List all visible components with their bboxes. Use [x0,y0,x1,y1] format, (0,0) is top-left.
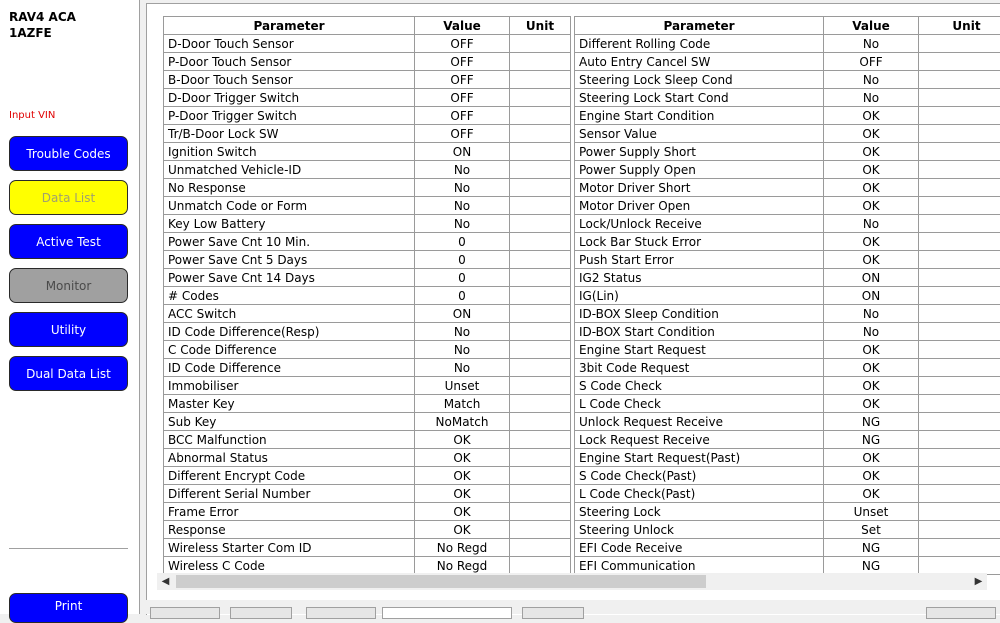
value-cell: NG [824,539,919,557]
table-row[interactable] [164,377,571,395]
table-row[interactable] [575,35,1000,53]
parameter-cell: Different Serial Number [164,485,415,503]
parameter-cell: Engine Start Request(Past) [575,449,824,467]
unit-cell [510,179,571,197]
data-list-panel [146,3,1000,615]
parameter-cell: Power Supply Short [575,143,824,161]
parameter-cell: Steering Unlock [575,521,824,539]
parameter-cell: No Response [164,179,415,197]
value-cell: OFF [415,35,510,53]
table-row[interactable] [164,197,571,215]
value-cell: Unset [824,503,919,521]
value-cell: Match [415,395,510,413]
value-cell: NG [824,413,919,431]
value-cell: No [415,359,510,377]
value-cell: No [415,197,510,215]
parameter-cell: Motor Driver Open [575,197,824,215]
table-row[interactable] [575,305,1000,323]
parameter-cell: Response [164,521,415,539]
parameter-cell: Push Start Error [575,251,824,269]
table-row[interactable] [575,413,1000,431]
table-row[interactable] [164,431,571,449]
value-cell: No [824,89,919,107]
value-cell: No [824,71,919,89]
table-row[interactable] [164,341,571,359]
unit-cell [510,305,571,323]
table-row[interactable] [575,143,1000,161]
parameter-cell: Power Save Cnt 14 Days [164,269,415,287]
parameter-cell: Sensor Value [575,125,824,143]
sidebar-divider [9,548,128,549]
parameter-cell: Master Key [164,395,415,413]
value-cell: 0 [415,287,510,305]
table-row[interactable] [575,521,1000,539]
unit-cell [510,71,571,89]
parameter-cell: Auto Entry Cancel SW [575,53,824,71]
parameter-cell: Different Encrypt Code [164,467,415,485]
unit-cell [510,287,571,305]
parameter-cell: P-Door Trigger Switch [164,107,415,125]
parameter-cell: Power Save Cnt 10 Min. [164,233,415,251]
table-row[interactable] [575,557,1000,575]
unit-cell [919,287,1000,305]
value-cell: OFF [415,89,510,107]
unit-cell [510,161,571,179]
column-header-parameter[interactable]: Parameter [575,17,824,35]
scroll-left-icon[interactable]: ◀ [157,573,174,590]
table-row[interactable] [575,251,1000,269]
table-row[interactable] [164,359,571,377]
table-row[interactable] [575,161,1000,179]
value-cell: OFF [415,71,510,89]
value-cell: OK [824,251,919,269]
vehicle-model: RAV4 ACA [9,10,76,24]
parameter-cell: P-Door Touch Sensor [164,53,415,71]
value-cell: No [415,179,510,197]
table-row[interactable] [164,287,571,305]
unit-cell [510,449,571,467]
value-cell: OK [415,449,510,467]
table-row[interactable] [164,539,571,557]
unit-cell [919,143,1000,161]
unit-cell [510,215,571,233]
unit-cell [919,521,1000,539]
unit-cell [919,53,1000,71]
parameter-cell: Power Supply Open [575,161,824,179]
value-cell: OK [824,395,919,413]
parameter-cell: Unmatched Vehicle-ID [164,161,415,179]
table-row[interactable] [575,485,1000,503]
active-test-button[interactable]: Active Test [9,224,128,259]
toolbar-button[interactable] [926,607,996,619]
parameter-cell: ID Code Difference [164,359,415,377]
value-cell: No [824,305,919,323]
unit-cell [919,485,1000,503]
parameter-cell: Lock Request Receive [575,431,824,449]
data-grid [163,16,1000,577]
table-row[interactable] [164,449,571,467]
parameter-cell: Motor Driver Short [575,179,824,197]
parameter-cell: D-Door Touch Sensor [164,35,415,53]
unit-cell [919,305,1000,323]
column-header-value[interactable]: Value [415,17,510,35]
value-cell: No Regd [415,539,510,557]
parameter-cell: Unlock Request Receive [575,413,824,431]
parameter-cell: Wireless Starter Com ID [164,539,415,557]
parameter-cell: IG2 Status [575,269,824,287]
value-cell: 0 [415,269,510,287]
value-cell: 0 [415,233,510,251]
value-cell: No Regd [415,557,510,575]
parameter-cell: Steering Lock Sleep Cond [575,71,824,89]
value-cell: NG [824,557,919,575]
table-row[interactable] [575,197,1000,215]
unit-cell [510,89,571,107]
table-row[interactable] [575,71,1000,89]
column-header-unit[interactable]: Unit [919,17,1000,35]
table-row[interactable] [575,539,1000,557]
parameter-cell: Power Save Cnt 5 Days [164,251,415,269]
value-cell: Unset [415,377,510,395]
table-row[interactable] [164,269,571,287]
parameter-cell: EFI Code Receive [575,539,824,557]
value-cell: OK [824,233,919,251]
value-cell: OK [824,179,919,197]
input-vin-link[interactable]: Input VIN [9,110,55,121]
parameter-cell: Steering Lock [575,503,824,521]
table-row[interactable] [164,251,571,269]
unit-cell [510,485,571,503]
value-cell: OK [824,359,919,377]
table-row[interactable] [164,395,571,413]
parameter-cell: Tr/B-Door Lock SW [164,125,415,143]
parameter-cell: Unmatch Code or Form [164,197,415,215]
unit-cell [919,107,1000,125]
unit-cell [510,557,571,575]
unit-cell [919,215,1000,233]
table-row[interactable] [164,53,571,71]
table-row[interactable] [575,287,1000,305]
unit-cell [510,341,571,359]
horizontal-scrollbar[interactable] [157,573,987,590]
table-row[interactable] [575,269,1000,287]
unit-cell [510,107,571,125]
value-cell: No [415,323,510,341]
value-cell: OFF [415,107,510,125]
table-row[interactable] [164,323,571,341]
table-row[interactable] [575,467,1000,485]
value-cell: No [824,323,919,341]
table-row[interactable] [575,503,1000,521]
unit-cell [510,521,571,539]
data-table-right [574,16,1000,575]
bottom-toolbar [146,600,1000,614]
unit-cell [510,467,571,485]
table-row[interactable] [164,143,571,161]
table-row[interactable] [164,71,571,89]
value-cell: No [415,341,510,359]
table-row[interactable] [164,467,571,485]
value-cell: OK [824,449,919,467]
parameter-cell: B-Door Touch Sensor [164,71,415,89]
value-cell: No [415,161,510,179]
data-list-button[interactable]: Data List [9,180,128,215]
unit-cell [510,395,571,413]
unit-cell [919,125,1000,143]
table-row[interactable] [164,413,571,431]
unit-cell [510,323,571,341]
unit-cell [510,251,571,269]
value-cell: ON [824,287,919,305]
table-row[interactable] [164,35,571,53]
parameter-cell: S Code Check(Past) [575,467,824,485]
value-cell: Set [824,521,919,539]
value-cell: OK [415,485,510,503]
parameter-cell: Frame Error [164,503,415,521]
parameter-cell: Engine Start Condition [575,107,824,125]
toolbar-button[interactable] [522,607,584,619]
value-cell: OK [415,521,510,539]
value-cell: OK [415,503,510,521]
value-cell: OK [824,125,919,143]
value-cell: No [824,215,919,233]
value-cell: ON [824,269,919,287]
value-cell: OK [824,341,919,359]
value-cell: OK [415,467,510,485]
unit-cell [510,503,571,521]
table-row[interactable] [164,485,571,503]
toolbar-spinner[interactable] [230,607,292,619]
unit-cell [919,557,1000,575]
unit-cell [919,449,1000,467]
trouble-codes-button[interactable]: Trouble Codes [9,136,128,171]
parameter-cell: L Code Check(Past) [575,485,824,503]
unit-cell [919,251,1000,269]
value-cell: OK [415,431,510,449]
table-row[interactable] [164,557,571,575]
unit-cell [919,233,1000,251]
value-cell: ON [415,305,510,323]
value-cell: No [824,35,919,53]
parameter-cell: S Code Check [575,377,824,395]
table-row[interactable] [164,215,571,233]
utility-button[interactable]: Utility [9,312,128,347]
table-row[interactable] [575,107,1000,125]
parameter-cell: Lock/Unlock Receive [575,215,824,233]
unit-cell [919,161,1000,179]
unit-cell [510,413,571,431]
unit-cell [919,395,1000,413]
header-row [575,17,1000,35]
unit-cell [919,413,1000,431]
table-row[interactable] [575,215,1000,233]
dual-data-list-button[interactable]: Dual Data List [9,356,128,391]
unit-cell [919,35,1000,53]
value-cell: OK [824,485,919,503]
parameter-cell: Sub Key [164,413,415,431]
value-cell: OK [824,467,919,485]
parameter-cell: Wireless C Code [164,557,415,575]
value-cell: OK [824,377,919,395]
parameter-cell: Immobiliser [164,377,415,395]
table-row[interactable] [575,395,1000,413]
table-row[interactable] [575,359,1000,377]
unit-cell [510,143,571,161]
table-row[interactable] [164,161,571,179]
parameter-cell: Lock Bar Stuck Error [575,233,824,251]
value-cell: NG [824,431,919,449]
unit-cell [919,269,1000,287]
parameter-cell: Engine Start Request [575,341,824,359]
value-cell: OK [824,107,919,125]
unit-cell [919,179,1000,197]
parameter-cell: ID-BOX Sleep Condition [575,305,824,323]
value-cell: OFF [824,53,919,71]
table-row[interactable] [164,89,571,107]
value-cell: OK [824,143,919,161]
parameter-cell: ACC Switch [164,305,415,323]
table-row[interactable] [164,521,571,539]
value-cell: 0 [415,251,510,269]
parameter-cell: Different Rolling Code [575,35,824,53]
parameter-cell: Ignition Switch [164,143,415,161]
value-cell: OK [824,197,919,215]
data-table-left [163,16,571,575]
scrollbar-thumb[interactable] [176,575,706,588]
parameter-cell: L Code Check [575,395,824,413]
unit-cell [510,377,571,395]
unit-cell [510,125,571,143]
unit-cell [510,53,571,71]
unit-cell [919,197,1000,215]
table-row[interactable] [164,179,571,197]
unit-cell [510,35,571,53]
table-row[interactable] [164,503,571,521]
unit-cell [510,539,571,557]
parameter-cell: C Code Difference [164,341,415,359]
unit-cell [510,233,571,251]
table-row[interactable] [575,323,1000,341]
parameter-cell: ID-BOX Start Condition [575,323,824,341]
vehicle-engine: 1AZFE [9,26,52,40]
table-row[interactable] [575,377,1000,395]
parameter-cell: 3bit Code Request [575,359,824,377]
table-row[interactable] [164,233,571,251]
table-row[interactable] [575,179,1000,197]
table-row[interactable] [575,449,1000,467]
table-row[interactable] [164,107,571,125]
print-button[interactable]: Print [9,593,128,623]
unit-cell [510,359,571,377]
toolbar-button[interactable] [306,607,376,619]
parameter-cell: ID Code Difference(Resp) [164,323,415,341]
value-cell: NoMatch [415,413,510,431]
parameter-cell: BCC Malfunction [164,431,415,449]
unit-cell [510,197,571,215]
unit-cell [919,341,1000,359]
unit-cell [919,467,1000,485]
table-row[interactable] [164,125,571,143]
value-cell: ON [415,143,510,161]
unit-cell [510,431,571,449]
table-row[interactable] [575,431,1000,449]
value-cell: OFF [415,125,510,143]
parameter-cell: EFI Communication [575,557,824,575]
unit-cell [919,431,1000,449]
scroll-right-icon[interactable]: ▶ [970,573,987,590]
table-row[interactable] [575,341,1000,359]
column-header-value[interactable]: Value [824,17,919,35]
parameter-cell: Key Low Battery [164,215,415,233]
parameter-cell: Steering Lock Start Cond [575,89,824,107]
toolbar-dropdown[interactable] [382,607,512,619]
value-cell: OFF [415,53,510,71]
header-row [164,17,571,35]
sidebar [0,0,140,614]
unit-cell [919,89,1000,107]
unit-cell [919,539,1000,557]
unit-cell [919,359,1000,377]
unit-cell [919,323,1000,341]
toolbar-button[interactable] [150,607,220,619]
column-header-unit[interactable]: Unit [510,17,571,35]
value-cell: No [415,215,510,233]
table-row[interactable] [575,89,1000,107]
parameter-cell: # Codes [164,287,415,305]
table-row[interactable] [164,305,571,323]
column-header-parameter[interactable]: Parameter [164,17,415,35]
table-row[interactable] [575,125,1000,143]
monitor-button: Monitor [9,268,128,303]
parameter-cell: D-Door Trigger Switch [164,89,415,107]
unit-cell [919,71,1000,89]
unit-cell [510,269,571,287]
parameter-cell: IG(Lin) [575,287,824,305]
value-cell: OK [824,161,919,179]
table-row[interactable] [575,233,1000,251]
unit-cell [919,503,1000,521]
table-row[interactable] [575,53,1000,71]
unit-cell [919,377,1000,395]
parameter-cell: Abnormal Status [164,449,415,467]
